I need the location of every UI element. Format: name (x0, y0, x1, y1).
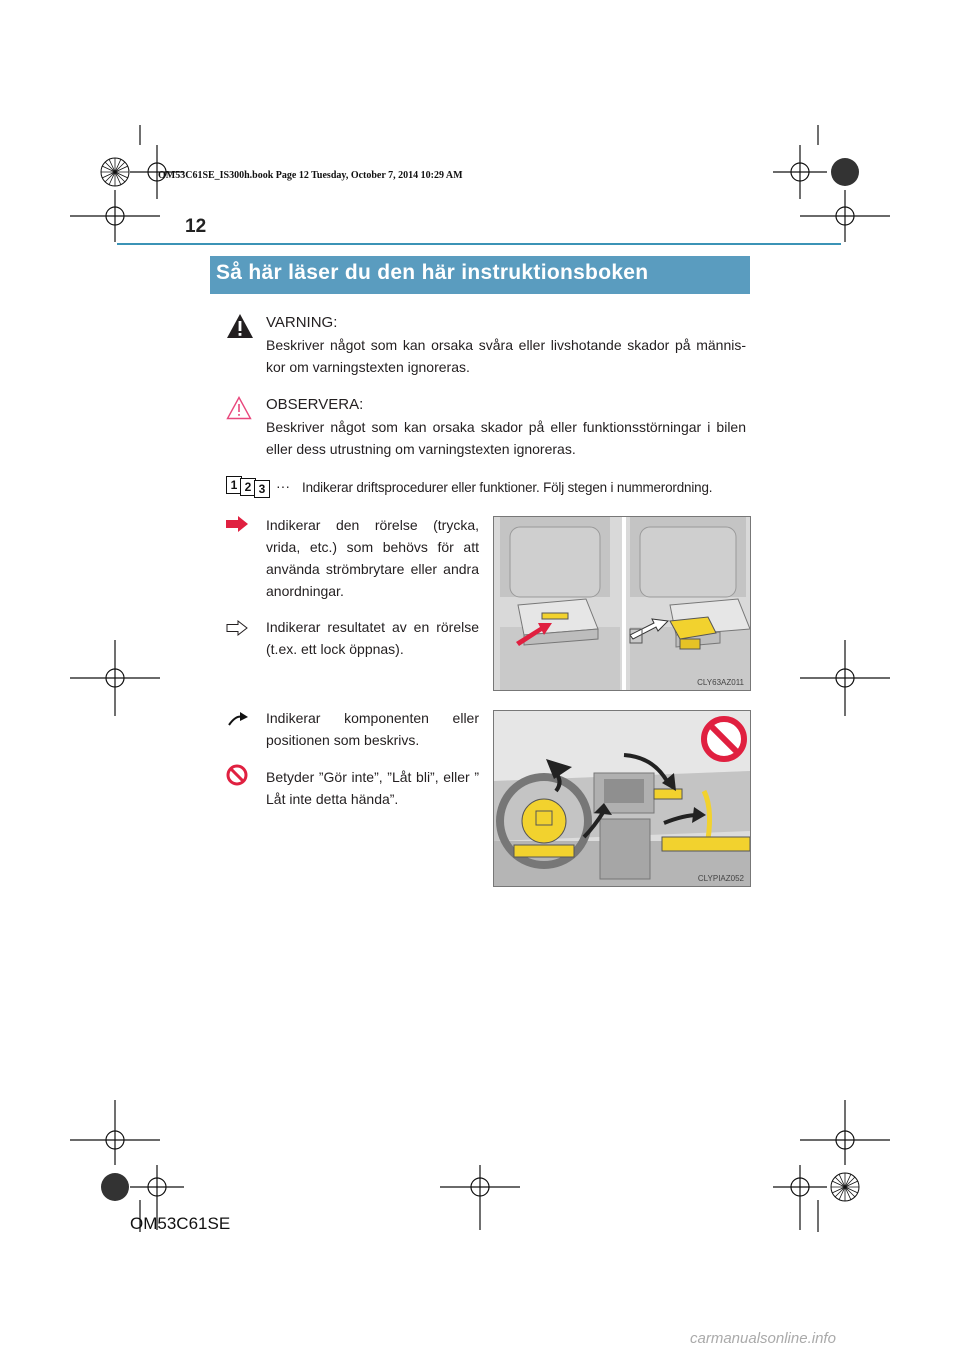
dashboard-illustration (494, 711, 750, 886)
component-text: Indikerar komponenten eller positionen som beskrivs. (266, 710, 479, 748)
crosshair-mark-bottom-center (440, 1165, 520, 1230)
print-header: OM53C61SE_IS300h.book Page 12 Tuesday, October 7, 2014 10:29 AM (158, 170, 463, 181)
notice-label: OBSERVERA: (266, 396, 364, 413)
crosshair-mark-right-lower (800, 1100, 890, 1165)
crosshair-mark-top-right (773, 145, 827, 199)
starburst-mark-bottom-right (831, 1173, 859, 1201)
prohibit-icon (226, 764, 248, 786)
step-number-3: 3 (254, 480, 270, 498)
motion-arrow-icon (226, 516, 248, 532)
figure-armrest-illustration (493, 516, 751, 691)
step-number-1: 1 (226, 476, 242, 494)
crosshair-mark-left-middle (70, 640, 160, 716)
footer-code: OM53C61SE (130, 1214, 231, 1233)
figure-code-1: CLY63AZ011 (697, 678, 744, 687)
motion-text: Indikerar den rörelse (trycka, vrida, etc.) som behövs för att använda strömbrytare eller andra anordningar. (266, 517, 479, 599)
warning-triangle-icon (226, 313, 254, 339)
section-title: Så här läser du den här instruktionsboken (216, 261, 649, 284)
crosshair-mark-left-upper (70, 190, 160, 242)
solid-disk-mark-bottom-left (101, 1173, 129, 1201)
crosshair-mark-right-upper (800, 190, 890, 242)
pointer-arrow-icon (228, 712, 248, 726)
prohibit-text: Betyder ”Gör inte”, ”Låt bli”, eller ” Låt inte detta hända”. (266, 769, 479, 807)
watermark: carmanualsonline.info (690, 1330, 836, 1347)
armrest-illustration (494, 517, 750, 690)
section-banner (210, 256, 750, 294)
caution-triangle-icon (226, 396, 252, 420)
steps-ellipsis: ··· (276, 478, 290, 494)
crosshair-mark-right-middle (800, 640, 890, 716)
warning-text: Beskriver något som kan orsaka svåra eller livshotande skador på männis- kor om varningstexten ignoreras. (266, 337, 746, 375)
figure-dashboard-illustration (493, 710, 751, 887)
result-text: Indikerar resultatet av en rörelse (t.ex. ett lock öppnas). (266, 619, 479, 657)
starburst-mark-top-left (101, 158, 129, 186)
result-arrow-icon (226, 620, 248, 636)
figure-code-2: CLYPIAZ052 (697, 874, 744, 883)
header-rule (117, 243, 841, 245)
warning-label: VARNING: (266, 314, 338, 331)
page-number: 12 (185, 216, 207, 237)
steps-text: Indikerar driftsprocedurer eller funktioner. Följ stegen i nummerordning. (302, 480, 713, 495)
step-number-2: 2 (240, 478, 256, 496)
solid-disk-mark-top-right (831, 158, 859, 186)
notice-text: Beskriver något som kan orsaka skador på eller funktionsstörningar i bilen eller dess utrustning om varningstexten ignoreras. (266, 419, 746, 457)
crosshair-mark-left-lower (70, 1100, 160, 1165)
crosshair-mark-bottom-right (773, 1165, 827, 1230)
